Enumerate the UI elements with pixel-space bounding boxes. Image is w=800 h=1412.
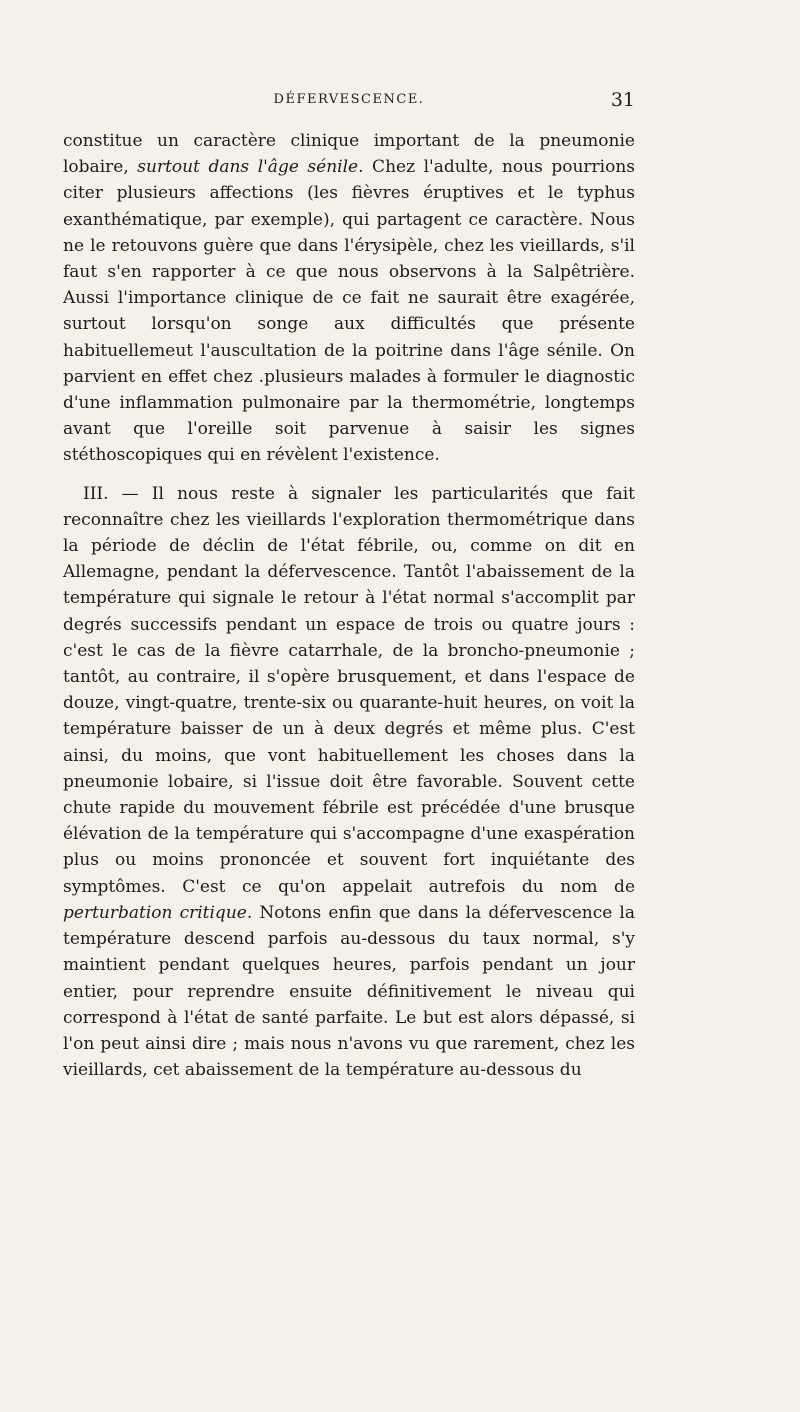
paragraph-2-text-b: Notons enfin que dans la défervescence la température descend parfois au-dessous du taux normal, s'y maintient pendant quelques heures, parfois pendant un jour entier, pour reprendre ensuite définitivement le niveau qui correspond à l'état de santé parfaite. Le but est alors dépassé, si l'on peut ainsi dire ; mais nous n'avons vu que rarement, chez les vieillards, cet abaissement de la température au-dessous du bbox=[63, 902, 635, 1081]
paragraph-2-emphasis: perturbation critique. bbox=[63, 902, 253, 923]
page-header bbox=[63, 88, 635, 112]
paragraph-1-text-a: constitue un caractère clinique important de la pneumonie lobaire, bbox=[63, 131, 635, 178]
paragraph-1-text-b: Chez l'adulte, nous pourrions citer plusieurs affections (les fièvres éruptives et le typhus exanthématique, par exemple), qui partagent ce caractère. Nous ne le retouvons guère que dans l'érysipèle, chez les vieillards, s'il faut s'en rapporter à ce que nous observons à la Salpêtrière. Aussi l'importance clinique de ce fait ne saurait être exagérée, surtout lorsqu'on songe aux difficultés que présente habituellemeut l'auscultation de la poitrine dans l'âge sénile. On parvient en effet chez .plusieurs malades à formuler le diagnostic d'une inflammation pulmonaire par la thermométrie, longtemps avant que l'oreille soit parvenue à saisir les signes stéthoscopiques qui en révèlent l'existence. bbox=[63, 157, 636, 466]
body-text bbox=[63, 128, 635, 1083]
page-number: 31 bbox=[610, 89, 635, 111]
paragraph-2 bbox=[63, 481, 635, 1084]
paragraph-1 bbox=[63, 128, 635, 469]
paragraph-2-text-a: III. — Il nous reste à signaler les particularités que fait reconnaître chez les vieillards l'exploration thermométrique dans la période de déclin de l'état fébrile, ou, comme on dit en Allemagne, pendant la défervescence. Tantôt l'abaissement de la température qui signale le retour à l'état normal s'accomplit par degrés successifs pendant un espace de trois ou quatre jours : c'est le cas de la fièvre catarrhale, de la broncho-pneumonie ; tantôt, au contraire, il s'opère brusquement, et dans l'espace de douze, vingt-quatre, trente-six ou quarante-huit heures, on voit la température baisser de un à deux degrés et même plus. C'est ainsi, du moins, que vont habituellement les choses dans la pneumonie lobaire, si l'issue doit être favorable. Souvent cette chute rapide du mouvement fébrile est précédée d'une brusque élévation de la température qui s'accompagne d'une exaspération plus ou moins prononcée et souvent fort inquiétante des symptômes. C'est ce qu'on appelait autrefois du nom de bbox=[63, 483, 635, 897]
paragraph-1-emphasis: surtout dans l'âge sénile. bbox=[137, 157, 364, 178]
running-title: DÉFERVESCENCE. bbox=[273, 92, 425, 107]
